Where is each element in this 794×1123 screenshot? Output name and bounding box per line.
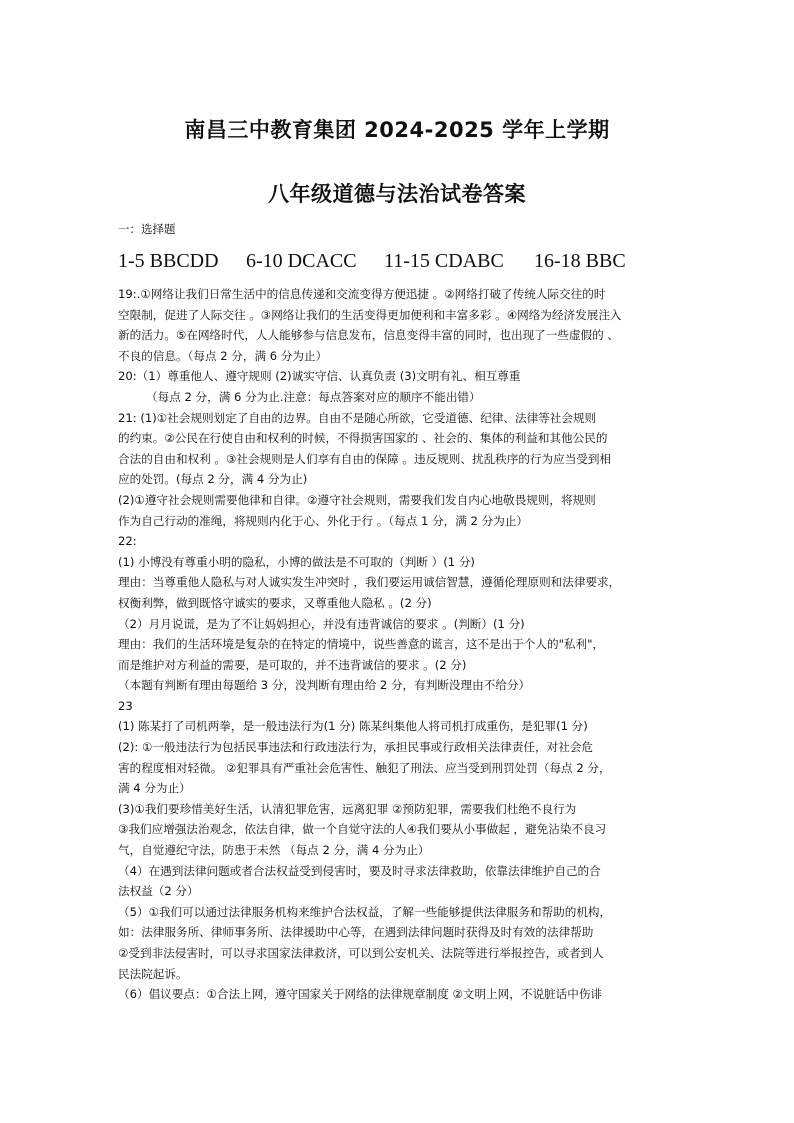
answer-line: ③我们应增强法治观念，依法自律，做一个自觉守法的人④我们要从小事做起 ，避免沾染不良习 [118,822,607,837]
answer-line: (1) 小博没有尊重小明的隐私，小博的做法是不可取的（判断 ）(1 分) [118,554,475,569]
answer-line: （6）倡议要点：①合法上网，遵守国家关于网络的法律规章制度 ②文明上网，不说脏话中伤诽 [118,987,603,1002]
multiple-choice-answers [118,250,626,273]
answer-line: 的约束。②公民在行使自由和权利的时候，不得损害国家的 、社会的、集体的利益和其他公民的 [118,431,608,446]
answer-line: 19:.①网络让我们日常生活中的信息传递和交流变得方便迅捷 。②网络打破了传统人际交往的时 [118,287,606,301]
answer-body [118,284,684,1005]
answer-line: （5）①我们可以通过法律服务机构来维护合法权益，了解一些能够提供法律服务和帮助的机构， [118,904,612,919]
answer-group: 1-5 BBCDD [118,250,219,272]
answer-line: 23 [118,698,133,713]
answer-line: 合法的自由和权利 。③社会规则是人们享有自由的保障 。违反规则、扰乱秩序的行为应当受到相 [118,451,612,466]
answer-line: 而是维护对方利益的需要，是可取的，并不违背诚信的要求 。(2 分) [118,657,467,672]
answer-line: (2): ①一般违法行为包括民事违法和行政违法行为，承担民事或行政相关法律责任，对社会危 [118,740,593,755]
document-subtitle: 八年级道德与法治试卷答案 [268,182,526,206]
answer-line: 应的处罚。(每点 2 分，满 4 分为止) [118,472,308,487]
section-label-multiple-choice: 一：选择题 [118,222,176,236]
answer-line: 空限制，促进了人际交往 。③网络让我们的生活变得更加便利和丰富多彩 。④网络为经济发展注入 [118,307,622,322]
answer-line: 新的活力。⑤在网络时代，人人能够参与信息发布，信息变得丰富的同时，也出现了一些虚假的 、 [118,328,620,343]
answer-line: (3)①我们要珍惜美好生活，认清犯罪危害，远离犯罪 ②预防犯罪，需要我们杜绝不良行为 [118,801,577,816]
answer-line: 作为自己行动的准绳，将规则内化于心、外化于行 。（每点 1 分，满 2 分为止） [118,513,528,528]
answer-line: 理由：当尊重他人隐私与对人诚实发生冲突时 ，我们要运用诚信智慧，遵循伦理原则和法律要求， [118,575,621,590]
answer-line: 22: [118,534,137,549]
answer-line: 20:（1）尊重他人、遵守规则 (2)诚实守信、认真负责 (3)文明有礼、相互尊重 [118,369,521,384]
document-title: 南昌三中教育集团 2024-2025 学年上学期 [184,118,610,142]
answer-line: 21: (1)①社会规则划定了自由的边界。自由不是随心所欲，它受道德、纪律、法律等社会规则 [118,410,597,425]
answer-line: 理由：我们的生活环境是复杂的在特定的情境中，说些善意的谎言，这不是出于个人的"私利"， [118,637,605,652]
answer-line: (1) 陈某打了司机两拳，是一般违法行为(1 分) 陈某纠集他人将司机打成重伤，是犯罪(1 分) [118,719,588,734]
answer-line: （2）月月说谎，是为了不让妈妈担心，并没有违背诚信的要求 。(判断）(1 分) [118,616,525,631]
answer-line: 不良的信息。（每点 2 分，满 6 分为止） [118,348,328,363]
answer-line: (2)①遵守社会规则需要他律和自律。②遵守社会规则，需要我们发自内心地敬畏规则，将规则 [118,492,596,507]
answer-line: 气，自觉遵纪守法，防患于未然 （每点 2 分，满 4 分为止） [118,843,430,858]
answer-line: ②受到非法侵害时，可以寻求国家法律救济，可以到公安机关、法院等进行举报控告，或者到人 [118,946,604,960]
answer-group: 6-10 DCACC [246,250,357,272]
answer-line: 民法院起诉。 [118,966,188,981]
answer-line: （本题有判断有理由每题给 3 分，没判断有理由给 2 分，有判断没理由不给分） [118,678,531,693]
answer-line: 法权益（2 分） [118,884,199,899]
answer-line: 如：法律服务所、律师事务所、法律援助中心等，在遇到法律问题时获得及时有效的法律帮助 [118,925,594,940]
answer-line: 满 4 分为止） [118,781,191,796]
answer-line: （每点 2 分，满 6 分为止.注意：每点答案对应的顺序不能出错） [146,389,481,404]
answer-line: 害的程度相对轻微。 ②犯罪具有严重社会危害性、触犯了刑法、应当受到刑罚处罚（每点 2 分， [118,760,611,775]
answer-group: 16-18 BBC [534,250,626,272]
answer-line: （4）在遇到法律问题或者合法权益受到侵害时，要及时寻求法律救助，依靠法律维护自己的合 [118,863,601,878]
answer-line: 权衡利弊，做到既恪守诚实的要求，又尊重他人隐私 。(2 分) [118,595,432,610]
answer-group: 11-15 CDABC [384,250,504,272]
